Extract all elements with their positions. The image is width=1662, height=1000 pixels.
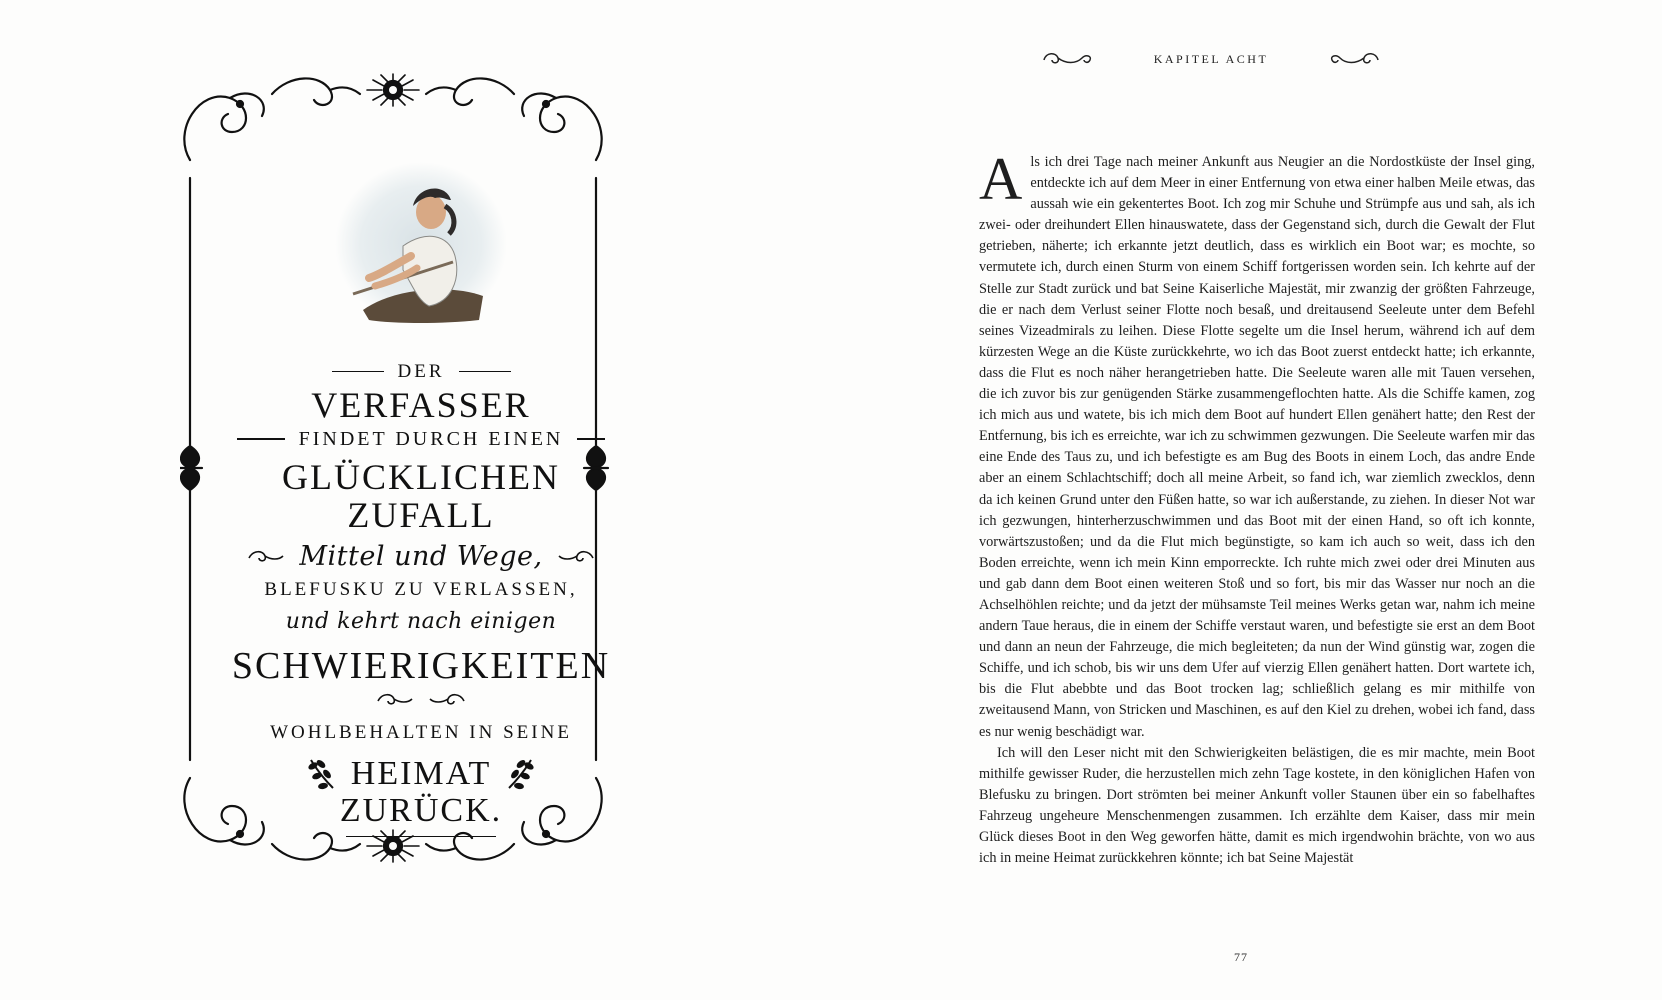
title-line-1: DER: [397, 361, 445, 382]
title-rule: [577, 438, 605, 439]
swirl-icon: [426, 78, 514, 105]
title-line-10: WOHLBEHALTEN IN SEINE: [270, 722, 572, 743]
swirl-icon: [272, 78, 360, 105]
body-text: [979, 146, 1535, 869]
swirl-icon: [557, 550, 595, 564]
swirl-icon: [428, 693, 466, 707]
title-rule: [237, 438, 285, 439]
page-number: 77: [1234, 950, 1248, 964]
drop-cap: A: [979, 146, 1023, 212]
corner-flourish-icon: [522, 93, 601, 160]
sunburst-icon: [367, 74, 419, 106]
title-line-9: SCHWIERIGKEITEN: [231, 645, 611, 687]
title-line-2: VERFASSER: [311, 385, 531, 425]
title-line-8: und kehrt nach einigen: [285, 609, 557, 634]
title-line-5: ZUFALL: [347, 495, 495, 535]
title-line-7: BLEFUSKU ZU VERLASSEN,: [264, 579, 578, 600]
title-line-12: ZURÜCK.: [339, 792, 503, 829]
title-line-11: HEIMAT: [350, 755, 492, 792]
title-line-6: Mittel und Wege,: [299, 541, 543, 572]
running-head: [981, 50, 1441, 68]
paragraph-1-text: ls ich drei Tage nach meiner Ankunft aus Neugier an die Nordostküste der Insel ging, entdeckte ich auf dem Meer in einer Entfernung von etwa einer halben Meile etwas, das aussah wie ein gekentertes Boot. Ich zog mir Schuhe und Strümpfe aus und sah, als ich zwei- oder dreihundert Ellen hinauswatete, dass der Gegenstand sich, durch die Gewalt der Flut getrieben, näherte; ich erkannte jetzt deutlich, dass es wirklich ein Boot war; es mochte, so vermutete ich, durch einen Sturm von einem Schiff fortgerissen worden sein. Ich kehrte auf der Stelle zur Stadt zurück und bat Seine Kaiserliche Majestät, mir zwanzig der größten Fahrzeuge, die er nach dem Verlust seiner Flotte noch besaß, und dreitausend Seeleute unter dem Befehl seines Vizeadmirals zu leihen. Diese Flotte segelte um die Insel herum, während ich auf dem kürzesten Wege an die Küste zurückkehrte, wo ich das Boot zuerst entdeckt hatte; ich erkannte, dass die Flut es noch näher herangetrieben hatte. Die Seeleute waren alle mit Tauen versehen, die ich zuvor bis zur genügenden Stärke zusammengeflochten hatte. Als die Schiffe kamen, zog ich mich aus und watete, bis ich mich dem Boot auf hundert Ellen genähert hatte; den Rest der Entfernung, bis ich es erreichte, war ich zu schwimmen gezwungen. Die Seeleute warfen mir das eine Ende des Taus zu, und ich befestigte es am Bug des Boots in einem Loch, das andre Ende aber an einem Schlachtschiff; doch all meine Arbeit, so fand ich, war ziemlich zwecklos, denn da ich keinen Grund unter den Füßen hatte, so war ich außerstande, zu ziehen. In dieser Not war ich gezwungen, hinterherzuschwimmen und das Boot mit der einen Hand, so oft ich konnte, vorwärtszustoßen; und da die Flut mich begünstigte, so kam ich auch so weit, dass ich den Boden erreichte, wenn ich mein Kinn emporreckte. Ich ruhte mich zwei oder drei Minuten aus und gab dann dem Boot einen weiteren Stoß und so fort, bis mir das Wasser nur noch an die Achselhöhlen reichte; und da jetzt der mühsamste Teil meines Werks getan war, nahm ich meine andern Taue heraus, die in einem der Schiffe verstaut waren, und befestigte sie erst an dem Boot und dann an neun der Fahrzeuge, die mich begleiteten; da nun der Wind günstig war, zogen die Schiffe, und ich schob, bis wir uns dem Ufer auf vierzig Ellen genähert hatten. Dort wartete ich, bis die Flut abebbte und das Boot trocken lag; schließlich gelang es mir mithilfe von zweitausend Mann, von Stricken und Maschinen, es auf den Kiel zu drehen, wobei ich fand, dass es nur wenig beschädigt war.: [979, 154, 1535, 740]
title-rule: [346, 836, 496, 837]
paragraph-1: [979, 146, 1535, 743]
swirl-icon: [1040, 50, 1094, 68]
portrait-vignette: [333, 160, 509, 328]
title-rule: [332, 371, 384, 372]
swirl-icon: [376, 693, 414, 707]
corner-flourish-icon: [184, 93, 263, 160]
right-page: [831, 0, 1662, 1000]
sprig-icon: [505, 756, 537, 792]
sprig-icon: [305, 756, 337, 792]
title-line-4: GLÜCKLICHEN: [282, 457, 560, 497]
swirl-icon: [247, 550, 285, 564]
swirl-icon: [1328, 50, 1382, 68]
chapter-title: [226, 362, 616, 837]
title-line-3: FINDET DURCH EINEN: [298, 428, 564, 450]
paragraph-2: Ich will den Leser nicht mit den Schwierigkeiten belästigen, die es mir machte, mein Boot mithilfe gewisser Ruder, die herzustellen mich zehn Tage kostete, in den königlichen Hafen von Blefusku zu bringen. Dort strömten bei meiner Ankunft voller Staunen über ein so fabelhaftes Fahrzeug ungeheure Menschenmengen zusammen. Ich erzählte dem Kaiser, dass mir mein Glück dieses Boot in den Weg geworfen hätte, damit es mich irgendwohin brächte, von wo aus ich in meine Heimat zurückkehren könnte; ich bat Seine Majestät: [979, 744, 1535, 867]
knot-icon: [180, 446, 202, 490]
title-rule: [459, 371, 511, 372]
running-head-text: KAPITEL ACHT: [1153, 51, 1269, 66]
